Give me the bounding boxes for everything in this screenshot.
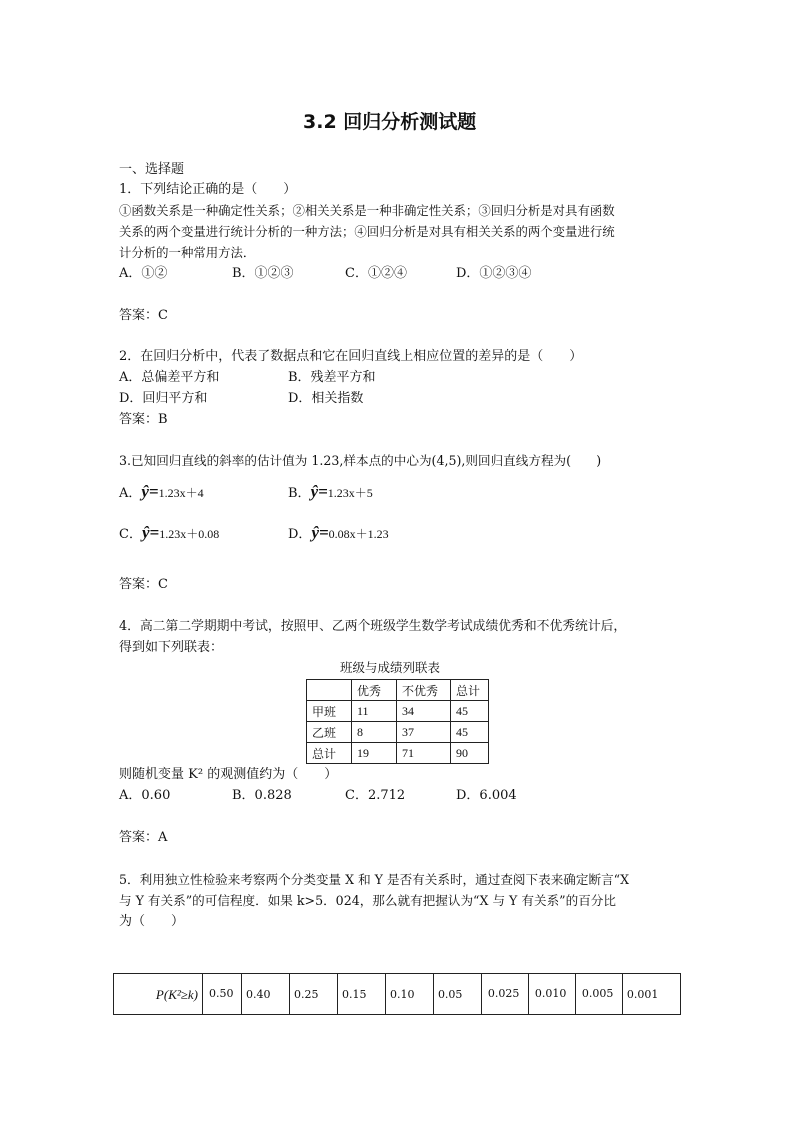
table-cell: 34 xyxy=(397,701,451,722)
q3-option-d xyxy=(288,523,389,545)
q3-option-b-expr: 1.23x＋5 xyxy=(327,486,373,500)
table-cell: 0.001 xyxy=(622,974,680,1015)
q3-option-d-yhat: ŷ= xyxy=(311,523,329,542)
table-cell: 0.025 xyxy=(481,974,528,1015)
table-cell: 甲班 xyxy=(307,701,352,722)
section-heading: 一、选择题 xyxy=(119,162,185,177)
q1-option-c: C．①②④ xyxy=(345,266,407,281)
q3-option-a-yhat: ŷ= xyxy=(141,482,159,501)
table-row-label: P(K²≥k) xyxy=(114,974,203,1015)
table-header-cell: 总计 xyxy=(451,680,489,701)
q3-option-a-label: A． xyxy=(119,486,142,501)
q4-line-2: 得到如下列联表： xyxy=(119,640,224,655)
table-cell: 0.15 xyxy=(337,974,385,1015)
q3-stem: 3.已知回归直线的斜率的估计值为 1.23,样本点的中心为(4,5),则回归直线方程为( ) xyxy=(119,453,602,468)
q3-answer: 答案：C xyxy=(119,577,168,592)
table-row xyxy=(307,743,489,764)
table-cell: 45 xyxy=(451,722,489,743)
q1-stem: 1．下列结论正确的是（ ） xyxy=(119,182,297,197)
q2-answer: 答案：B xyxy=(119,412,168,427)
q1-answer: 答案：C xyxy=(119,308,168,323)
table-cell: 19 xyxy=(352,743,397,764)
q1-option-b: B．①②③ xyxy=(232,266,294,281)
table-cell: 0.25 xyxy=(289,974,337,1015)
q3-option-a-expr: 1.23x＋4 xyxy=(158,486,204,500)
q3-option-d-expr: 0.08x＋1.23 xyxy=(328,527,389,541)
table-cell: 0.005 xyxy=(575,974,622,1015)
q5-line-3: 为（ ） xyxy=(119,914,185,929)
critical-value-table xyxy=(113,973,681,1015)
q3-option-c-expr: 1.23x＋0.08 xyxy=(159,527,220,541)
q4-question: 则随机变量 K² 的观测值约为（ ） xyxy=(119,767,338,782)
q3-option-c-yhat: ŷ= xyxy=(141,523,160,542)
q5-line-2: 与 Y 有关系”的可信程度．如果 k>5．024，那么就有把握认为“X 与 Y 有关系”的百分比 xyxy=(119,893,616,908)
q4-option-b: B．0.828 xyxy=(232,788,292,803)
q1-option-d: D．①②③④ xyxy=(456,266,532,281)
q2-stem: 2．在回归分析中，代表了数据点和它在回归直线上相应位置的差异的是（ ） xyxy=(119,349,583,364)
table-cell: 45 xyxy=(451,701,489,722)
q4-answer: 答案：A xyxy=(119,830,168,845)
table-header-cell: 优秀 xyxy=(352,680,397,701)
contingency-table xyxy=(306,679,489,764)
q3-option-c-label: C． xyxy=(119,527,142,542)
q1-option-a: A．①② xyxy=(119,266,168,281)
q1-line-1: ①函数关系是一种确定性关系；②相关关系是一种非确定性关系；③回归分析是对具有函数 xyxy=(119,203,615,218)
table-cell: 8 xyxy=(352,722,397,743)
page-title: 3.2 回归分析测试题 xyxy=(303,111,477,133)
q2-option-c: D．回归平方和 xyxy=(119,391,208,406)
q2-option-d: D．相关指数 xyxy=(288,391,364,406)
q4-option-d: D．6.004 xyxy=(456,788,517,803)
q4-line-1: 4．高二第二学期期中考试，按照甲、乙两个班级学生数学考试成绩优秀和不优秀统计后， xyxy=(119,619,627,634)
table-cell: 0.50 xyxy=(203,974,242,1015)
q4-option-a: A．0.60 xyxy=(119,788,171,803)
q4-option-c: C．2.712 xyxy=(345,788,406,803)
table-cell: 90 xyxy=(451,743,489,764)
q4-table-caption: 班级与成绩列联表 xyxy=(340,660,441,675)
table-cell: 11 xyxy=(352,701,397,722)
table-cell: 0.10 xyxy=(385,974,433,1015)
table-header-cell: 不优秀 xyxy=(397,680,451,701)
table-row xyxy=(114,974,681,1015)
table-cell: 乙班 xyxy=(307,722,352,743)
table-cell: 0.05 xyxy=(433,974,481,1015)
table-cell: 71 xyxy=(397,743,451,764)
q2-option-b: B．残差平方和 xyxy=(288,370,376,385)
table-header-cell xyxy=(307,680,352,701)
table-row xyxy=(307,701,489,722)
q1-line-3: 计分析的一种常用方法． xyxy=(119,245,256,260)
table-cell: 总计 xyxy=(307,743,352,764)
table-cell: 0.010 xyxy=(528,974,575,1015)
table-cell: 37 xyxy=(397,722,451,743)
q3-option-c xyxy=(119,523,219,545)
q1-line-2: 关系的两个变量进行统计分析的一种方法；④回归分析是对具有相关关系的两个变量进行统 xyxy=(119,224,615,239)
q5-line-1: 5．利用独立性检验来考察两个分类变量 X 和 Y 是否有关系时，通过查阅下表来确定断言“X xyxy=(119,872,630,887)
q3-option-b-yhat: ŷ= xyxy=(310,482,328,501)
q3-option-d-label: D． xyxy=(288,527,312,542)
q3-option-a xyxy=(119,482,204,504)
table-header-row xyxy=(307,680,489,701)
q3-option-b-label: B． xyxy=(288,486,311,501)
q2-option-a: A．总偏差平方和 xyxy=(119,370,220,385)
table-row xyxy=(307,722,489,743)
q3-option-b xyxy=(288,482,373,504)
table-cell: 0.40 xyxy=(242,974,290,1015)
